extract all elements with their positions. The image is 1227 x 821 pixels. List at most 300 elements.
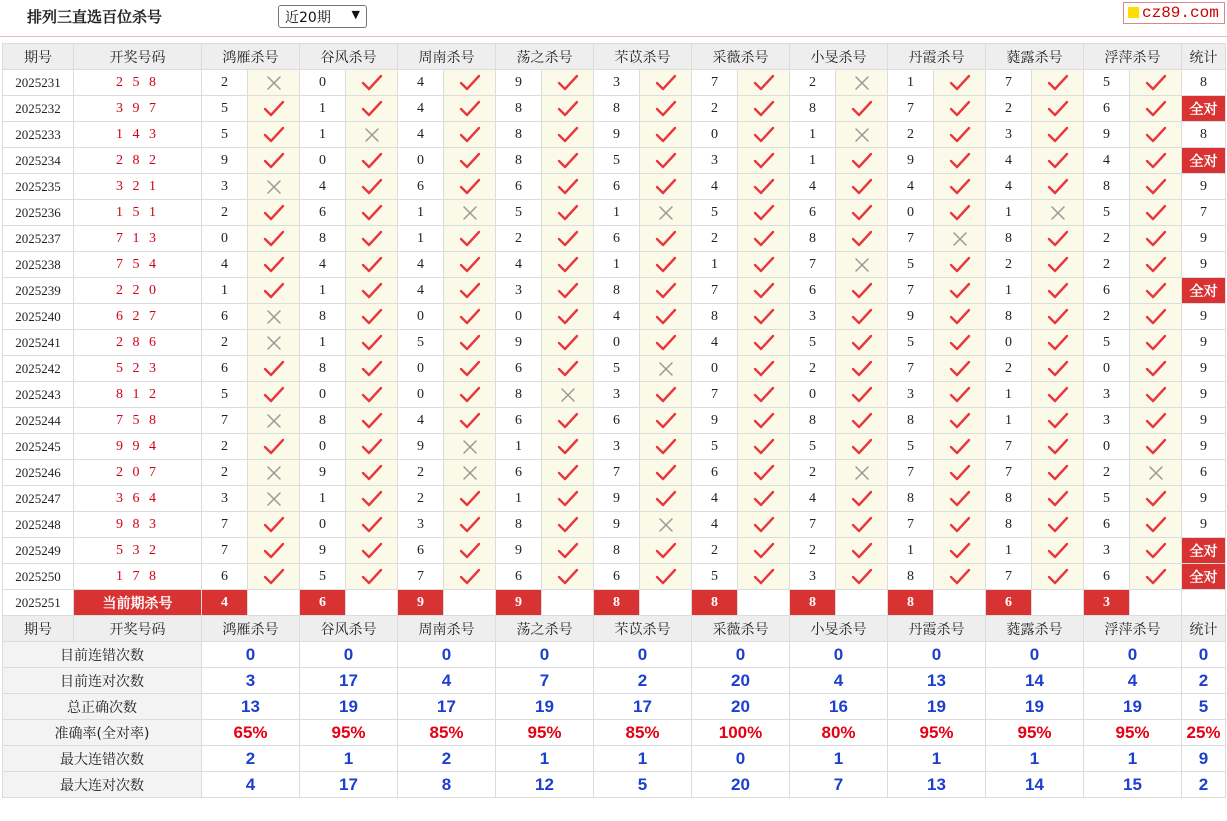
period-cell: 2025241 — [3, 330, 74, 356]
kill-number-cell: 0 — [1084, 434, 1130, 460]
check-icon — [444, 230, 495, 248]
kill-number-cell: 5 — [888, 330, 934, 356]
summary-value: 4 — [1084, 668, 1182, 694]
summary-value: 65% — [202, 720, 300, 746]
summary-value: 3 — [202, 668, 300, 694]
kill-number-cell: 1 — [986, 200, 1032, 226]
result-cell — [542, 486, 594, 512]
result-cell — [738, 486, 790, 512]
check-icon — [738, 100, 789, 118]
kill-number-cell: 7 — [986, 564, 1032, 590]
check-icon — [346, 568, 397, 586]
check-icon — [1130, 230, 1181, 248]
result-cell — [1032, 174, 1084, 200]
table-row — [3, 434, 1226, 460]
kill-number-cell: 8 — [986, 486, 1032, 512]
result-cell — [346, 96, 398, 122]
result-cell — [444, 356, 496, 382]
current-kill-number: 8 — [594, 590, 640, 616]
cross-icon — [542, 386, 593, 404]
kill-number-cell: 5 — [692, 564, 738, 590]
blank-cell — [444, 590, 496, 616]
result-cell — [248, 564, 300, 590]
kill-number-cell: 1 — [790, 148, 836, 174]
kill-number-cell: 7 — [692, 70, 738, 96]
check-icon — [640, 438, 691, 456]
result-cell — [1130, 486, 1182, 512]
check-icon — [836, 204, 887, 222]
period-cell: 2025242 — [3, 356, 74, 382]
summary-value: 0 — [1084, 642, 1182, 668]
summary-value: 100% — [692, 720, 790, 746]
check-icon — [836, 386, 887, 404]
check-icon — [738, 568, 789, 586]
result-cell — [640, 434, 692, 460]
kill-number-cell: 4 — [1084, 148, 1130, 174]
kill-number-cell: 8 — [594, 96, 640, 122]
check-icon — [346, 282, 397, 300]
cross-icon — [1130, 464, 1181, 482]
result-cell — [934, 460, 986, 486]
kill-number-cell: 8 — [300, 408, 346, 434]
check-icon — [738, 282, 789, 300]
result-cell — [542, 356, 594, 382]
chevron-down-icon: ▼ — [351, 8, 360, 21]
check-icon — [934, 516, 985, 534]
kill-number-cell: 4 — [790, 486, 836, 512]
result-cell — [542, 200, 594, 226]
cross-icon — [640, 360, 691, 378]
check-icon — [738, 74, 789, 92]
column-header: 小旻杀号 — [790, 616, 888, 642]
draw-number-cell: 7 5 8 — [74, 408, 202, 434]
kill-number-cell: 8 — [888, 486, 934, 512]
kill-number-cell: 5 — [496, 200, 542, 226]
result-cell — [542, 96, 594, 122]
check-icon — [248, 438, 299, 456]
table-row — [3, 408, 1226, 434]
check-icon — [640, 490, 691, 508]
summary-value: 17 — [300, 772, 398, 798]
summary-value: 2 — [398, 746, 496, 772]
kill-number-cell: 5 — [594, 148, 640, 174]
check-icon — [542, 204, 593, 222]
kill-number-cell: 7 — [888, 460, 934, 486]
brand-logo[interactable] — [1123, 2, 1225, 24]
cross-icon — [836, 74, 887, 92]
kill-number-cell: 6 — [202, 304, 248, 330]
kill-number-cell: 2 — [202, 330, 248, 356]
result-cell — [248, 408, 300, 434]
column-header: 周南杀号 — [398, 44, 496, 70]
table-row — [3, 278, 1226, 304]
kill-number-cell: 7 — [594, 460, 640, 486]
check-icon — [1032, 74, 1083, 92]
kill-number-cell: 7 — [692, 382, 738, 408]
result-cell — [542, 122, 594, 148]
kill-number-cell: 8 — [986, 304, 1032, 330]
kill-number-cell: 8 — [1084, 174, 1130, 200]
check-icon — [640, 412, 691, 430]
check-icon — [836, 438, 887, 456]
period-cell: 2025240 — [3, 304, 74, 330]
check-icon — [542, 282, 593, 300]
result-cell — [1130, 460, 1182, 486]
period-cell: 2025244 — [3, 408, 74, 434]
summary-value: 1 — [888, 746, 986, 772]
kill-number-cell: 2 — [1084, 304, 1130, 330]
result-cell — [1130, 538, 1182, 564]
kill-number-cell: 8 — [692, 304, 738, 330]
check-icon — [836, 152, 887, 170]
result-cell — [738, 512, 790, 538]
result-cell — [738, 96, 790, 122]
summary-label: 最大连错次数 — [3, 746, 202, 772]
result-cell — [934, 174, 986, 200]
kill-number-cell: 6 — [1084, 564, 1130, 590]
draw-number-cell: 7 1 3 — [74, 226, 202, 252]
result-cell — [248, 174, 300, 200]
kill-number-cell: 5 — [594, 356, 640, 382]
result-cell — [346, 252, 398, 278]
summary-value: 1 — [496, 746, 594, 772]
kill-number-cell: 4 — [594, 304, 640, 330]
result-cell — [934, 512, 986, 538]
check-icon — [640, 74, 691, 92]
kill-number-cell: 6 — [398, 174, 444, 200]
kill-number-cell: 0 — [300, 148, 346, 174]
check-icon — [836, 308, 887, 326]
kill-number-cell: 4 — [398, 278, 444, 304]
kill-number-cell: 0 — [496, 304, 542, 330]
kill-number-cell: 6 — [202, 356, 248, 382]
check-icon — [738, 360, 789, 378]
kill-number-cell: 8 — [496, 148, 542, 174]
result-cell — [640, 538, 692, 564]
kill-number-cell: 4 — [398, 408, 444, 434]
period-cell: 2025236 — [3, 200, 74, 226]
kill-number-cell: 6 — [790, 200, 836, 226]
period-cell: 2025250 — [3, 564, 74, 590]
check-icon — [248, 152, 299, 170]
result-cell — [346, 512, 398, 538]
kill-number-table — [2, 43, 1226, 798]
period-cell: 2025239 — [3, 278, 74, 304]
check-icon — [934, 542, 985, 560]
kill-number-cell: 1 — [594, 200, 640, 226]
summary-label: 准确率(全对率) — [3, 720, 202, 746]
kill-number-cell: 0 — [986, 330, 1032, 356]
kill-number-cell: 4 — [986, 174, 1032, 200]
summary-value: 95% — [986, 720, 1084, 746]
result-cell — [248, 148, 300, 174]
kill-number-cell: 6 — [496, 564, 542, 590]
result-cell — [248, 122, 300, 148]
check-icon — [738, 490, 789, 508]
kill-number-cell: 1 — [790, 122, 836, 148]
summary-value: 17 — [594, 694, 692, 720]
check-icon — [1032, 464, 1083, 482]
result-cell — [1130, 122, 1182, 148]
summary-value: 2 — [202, 746, 300, 772]
table-row — [3, 356, 1226, 382]
period-cell: 2025238 — [3, 252, 74, 278]
check-icon — [738, 516, 789, 534]
kill-number-cell: 9 — [594, 512, 640, 538]
summary-value: 2 — [1182, 668, 1226, 694]
result-cell — [444, 408, 496, 434]
all-correct-badge: 全对 — [1182, 96, 1226, 122]
check-icon — [836, 516, 887, 534]
result-cell — [738, 200, 790, 226]
check-icon — [934, 256, 985, 274]
kill-number-cell: 7 — [888, 226, 934, 252]
result-cell — [1032, 226, 1084, 252]
result-cell — [934, 486, 986, 512]
result-cell — [640, 96, 692, 122]
summary-value: 1 — [594, 746, 692, 772]
result-cell — [1130, 434, 1182, 460]
check-icon — [1032, 386, 1083, 404]
check-icon — [1130, 360, 1181, 378]
check-icon — [542, 74, 593, 92]
kill-number-cell: 2 — [1084, 226, 1130, 252]
result-cell — [248, 356, 300, 382]
period-cell: 2025235 — [3, 174, 74, 200]
kill-number-cell: 3 — [790, 564, 836, 590]
check-icon — [444, 100, 495, 118]
kill-number-cell: 6 — [790, 278, 836, 304]
check-icon — [1032, 490, 1083, 508]
result-cell — [1032, 122, 1084, 148]
summary-value: 0 — [692, 746, 790, 772]
check-icon — [640, 568, 691, 586]
kill-number-cell: 3 — [1084, 408, 1130, 434]
result-cell — [836, 356, 888, 382]
result-cell — [542, 382, 594, 408]
kill-number-cell: 1 — [398, 200, 444, 226]
kill-number-cell: 5 — [202, 96, 248, 122]
check-icon — [1130, 412, 1181, 430]
cross-icon — [444, 204, 495, 222]
check-icon — [640, 308, 691, 326]
kill-number-cell: 7 — [888, 512, 934, 538]
table-header-row — [3, 616, 1226, 642]
kill-number-cell: 4 — [692, 486, 738, 512]
cross-icon — [640, 204, 691, 222]
check-icon — [444, 516, 495, 534]
result-cell — [836, 512, 888, 538]
result-cell — [248, 434, 300, 460]
period-select[interactable] — [278, 5, 367, 28]
check-icon — [542, 516, 593, 534]
result-cell — [1130, 148, 1182, 174]
check-icon — [738, 126, 789, 144]
stat-cell: 9 — [1182, 382, 1226, 408]
column-header: 统计 — [1182, 44, 1226, 70]
result-cell — [836, 148, 888, 174]
check-icon — [836, 490, 887, 508]
kill-number-cell: 1 — [202, 278, 248, 304]
period-cell: 2025234 — [3, 148, 74, 174]
kill-number-cell: 2 — [986, 252, 1032, 278]
summary-label: 目前连错次数 — [3, 642, 202, 668]
check-icon — [934, 412, 985, 430]
check-icon — [738, 542, 789, 560]
summary-value: 1 — [1084, 746, 1182, 772]
kill-number-cell: 2 — [888, 122, 934, 148]
check-icon — [640, 256, 691, 274]
kill-number-cell: 0 — [398, 356, 444, 382]
check-icon — [934, 438, 985, 456]
column-header: 荡之杀号 — [496, 44, 594, 70]
current-kill-number: 3 — [1084, 590, 1130, 616]
summary-value: 8 — [398, 772, 496, 798]
result-cell — [738, 252, 790, 278]
kill-number-cell: 3 — [398, 512, 444, 538]
summary-row — [3, 746, 1226, 772]
column-header: 采薇杀号 — [692, 616, 790, 642]
check-icon — [248, 204, 299, 222]
check-icon — [444, 360, 495, 378]
summary-value: 19 — [300, 694, 398, 720]
summary-label: 最大连对次数 — [3, 772, 202, 798]
check-icon — [836, 100, 887, 118]
kill-number-cell: 0 — [1084, 356, 1130, 382]
result-cell — [444, 226, 496, 252]
result-cell — [738, 304, 790, 330]
kill-number-cell: 9 — [496, 70, 542, 96]
summary-value: 16 — [790, 694, 888, 720]
check-icon — [542, 490, 593, 508]
result-cell — [836, 330, 888, 356]
kill-number-cell: 6 — [1084, 278, 1130, 304]
check-icon — [346, 308, 397, 326]
table-row — [3, 486, 1226, 512]
stat-cell: 9 — [1182, 226, 1226, 252]
kill-number-cell: 5 — [790, 330, 836, 356]
kill-number-cell: 0 — [594, 330, 640, 356]
result-cell — [444, 564, 496, 590]
kill-number-cell: 7 — [692, 278, 738, 304]
result-cell — [346, 70, 398, 96]
result-cell — [444, 512, 496, 538]
check-icon — [934, 334, 985, 352]
cross-icon — [836, 256, 887, 274]
cross-icon — [248, 74, 299, 92]
check-icon — [1130, 152, 1181, 170]
result-cell — [1032, 486, 1084, 512]
check-icon — [640, 464, 691, 482]
table-row — [3, 174, 1226, 200]
result-cell — [640, 408, 692, 434]
result-cell — [346, 408, 398, 434]
result-cell — [346, 304, 398, 330]
kill-number-cell: 2 — [202, 200, 248, 226]
summary-value: 13 — [888, 772, 986, 798]
kill-number-cell: 4 — [300, 174, 346, 200]
summary-value: 85% — [594, 720, 692, 746]
summary-value: 5 — [1182, 694, 1226, 720]
check-icon — [1032, 360, 1083, 378]
kill-number-cell: 9 — [594, 486, 640, 512]
result-cell — [248, 460, 300, 486]
kill-number-cell: 5 — [202, 382, 248, 408]
cross-icon — [836, 464, 887, 482]
result-cell — [542, 408, 594, 434]
summary-value: 0 — [1182, 642, 1226, 668]
check-icon — [542, 152, 593, 170]
summary-value: 19 — [1084, 694, 1182, 720]
check-icon — [444, 386, 495, 404]
stat-cell: 9 — [1182, 434, 1226, 460]
check-icon — [346, 542, 397, 560]
page-title: 排列三直选百位杀号 — [27, 8, 163, 26]
current-kill-number: 6 — [300, 590, 346, 616]
cross-icon — [248, 412, 299, 430]
kill-number-cell: 2 — [398, 460, 444, 486]
check-icon — [1130, 438, 1181, 456]
result-cell — [934, 356, 986, 382]
check-icon — [640, 178, 691, 196]
check-icon — [934, 282, 985, 300]
summary-value: 0 — [692, 642, 790, 668]
result-cell — [1130, 174, 1182, 200]
table-row — [3, 304, 1226, 330]
table-row — [3, 382, 1226, 408]
column-header: 荡之杀号 — [496, 616, 594, 642]
check-icon — [346, 360, 397, 378]
check-icon — [640, 230, 691, 248]
check-icon — [444, 568, 495, 586]
table-row — [3, 226, 1226, 252]
check-icon — [1130, 542, 1181, 560]
kill-number-cell: 1 — [594, 252, 640, 278]
result-cell — [1032, 96, 1084, 122]
column-header: 丹霞杀号 — [888, 44, 986, 70]
kill-number-cell: 0 — [790, 382, 836, 408]
kill-number-cell: 2 — [1084, 460, 1130, 486]
check-icon — [542, 334, 593, 352]
period-cell: 2025245 — [3, 434, 74, 460]
draw-number-cell: 3 6 4 — [74, 486, 202, 512]
summary-value: 0 — [594, 642, 692, 668]
check-icon — [738, 334, 789, 352]
result-cell — [640, 460, 692, 486]
kill-number-cell: 7 — [790, 512, 836, 538]
draw-number-cell: 8 1 2 — [74, 382, 202, 408]
check-icon — [836, 542, 887, 560]
result-cell — [346, 382, 398, 408]
result-cell — [1130, 278, 1182, 304]
table-header-row — [3, 44, 1226, 70]
draw-number-cell: 3 2 1 — [74, 174, 202, 200]
kill-number-cell: 1 — [300, 96, 346, 122]
kill-number-cell: 8 — [790, 96, 836, 122]
result-cell — [934, 564, 986, 590]
kill-number-cell: 5 — [1084, 70, 1130, 96]
all-correct-badge: 全对 — [1182, 148, 1226, 174]
result-cell — [836, 382, 888, 408]
result-cell — [934, 148, 986, 174]
table-row — [3, 96, 1226, 122]
kill-number-cell: 1 — [398, 226, 444, 252]
check-icon — [1130, 178, 1181, 196]
result-cell — [346, 278, 398, 304]
result-cell — [1130, 96, 1182, 122]
summary-value: 7 — [496, 668, 594, 694]
summary-value: 1 — [986, 746, 1084, 772]
